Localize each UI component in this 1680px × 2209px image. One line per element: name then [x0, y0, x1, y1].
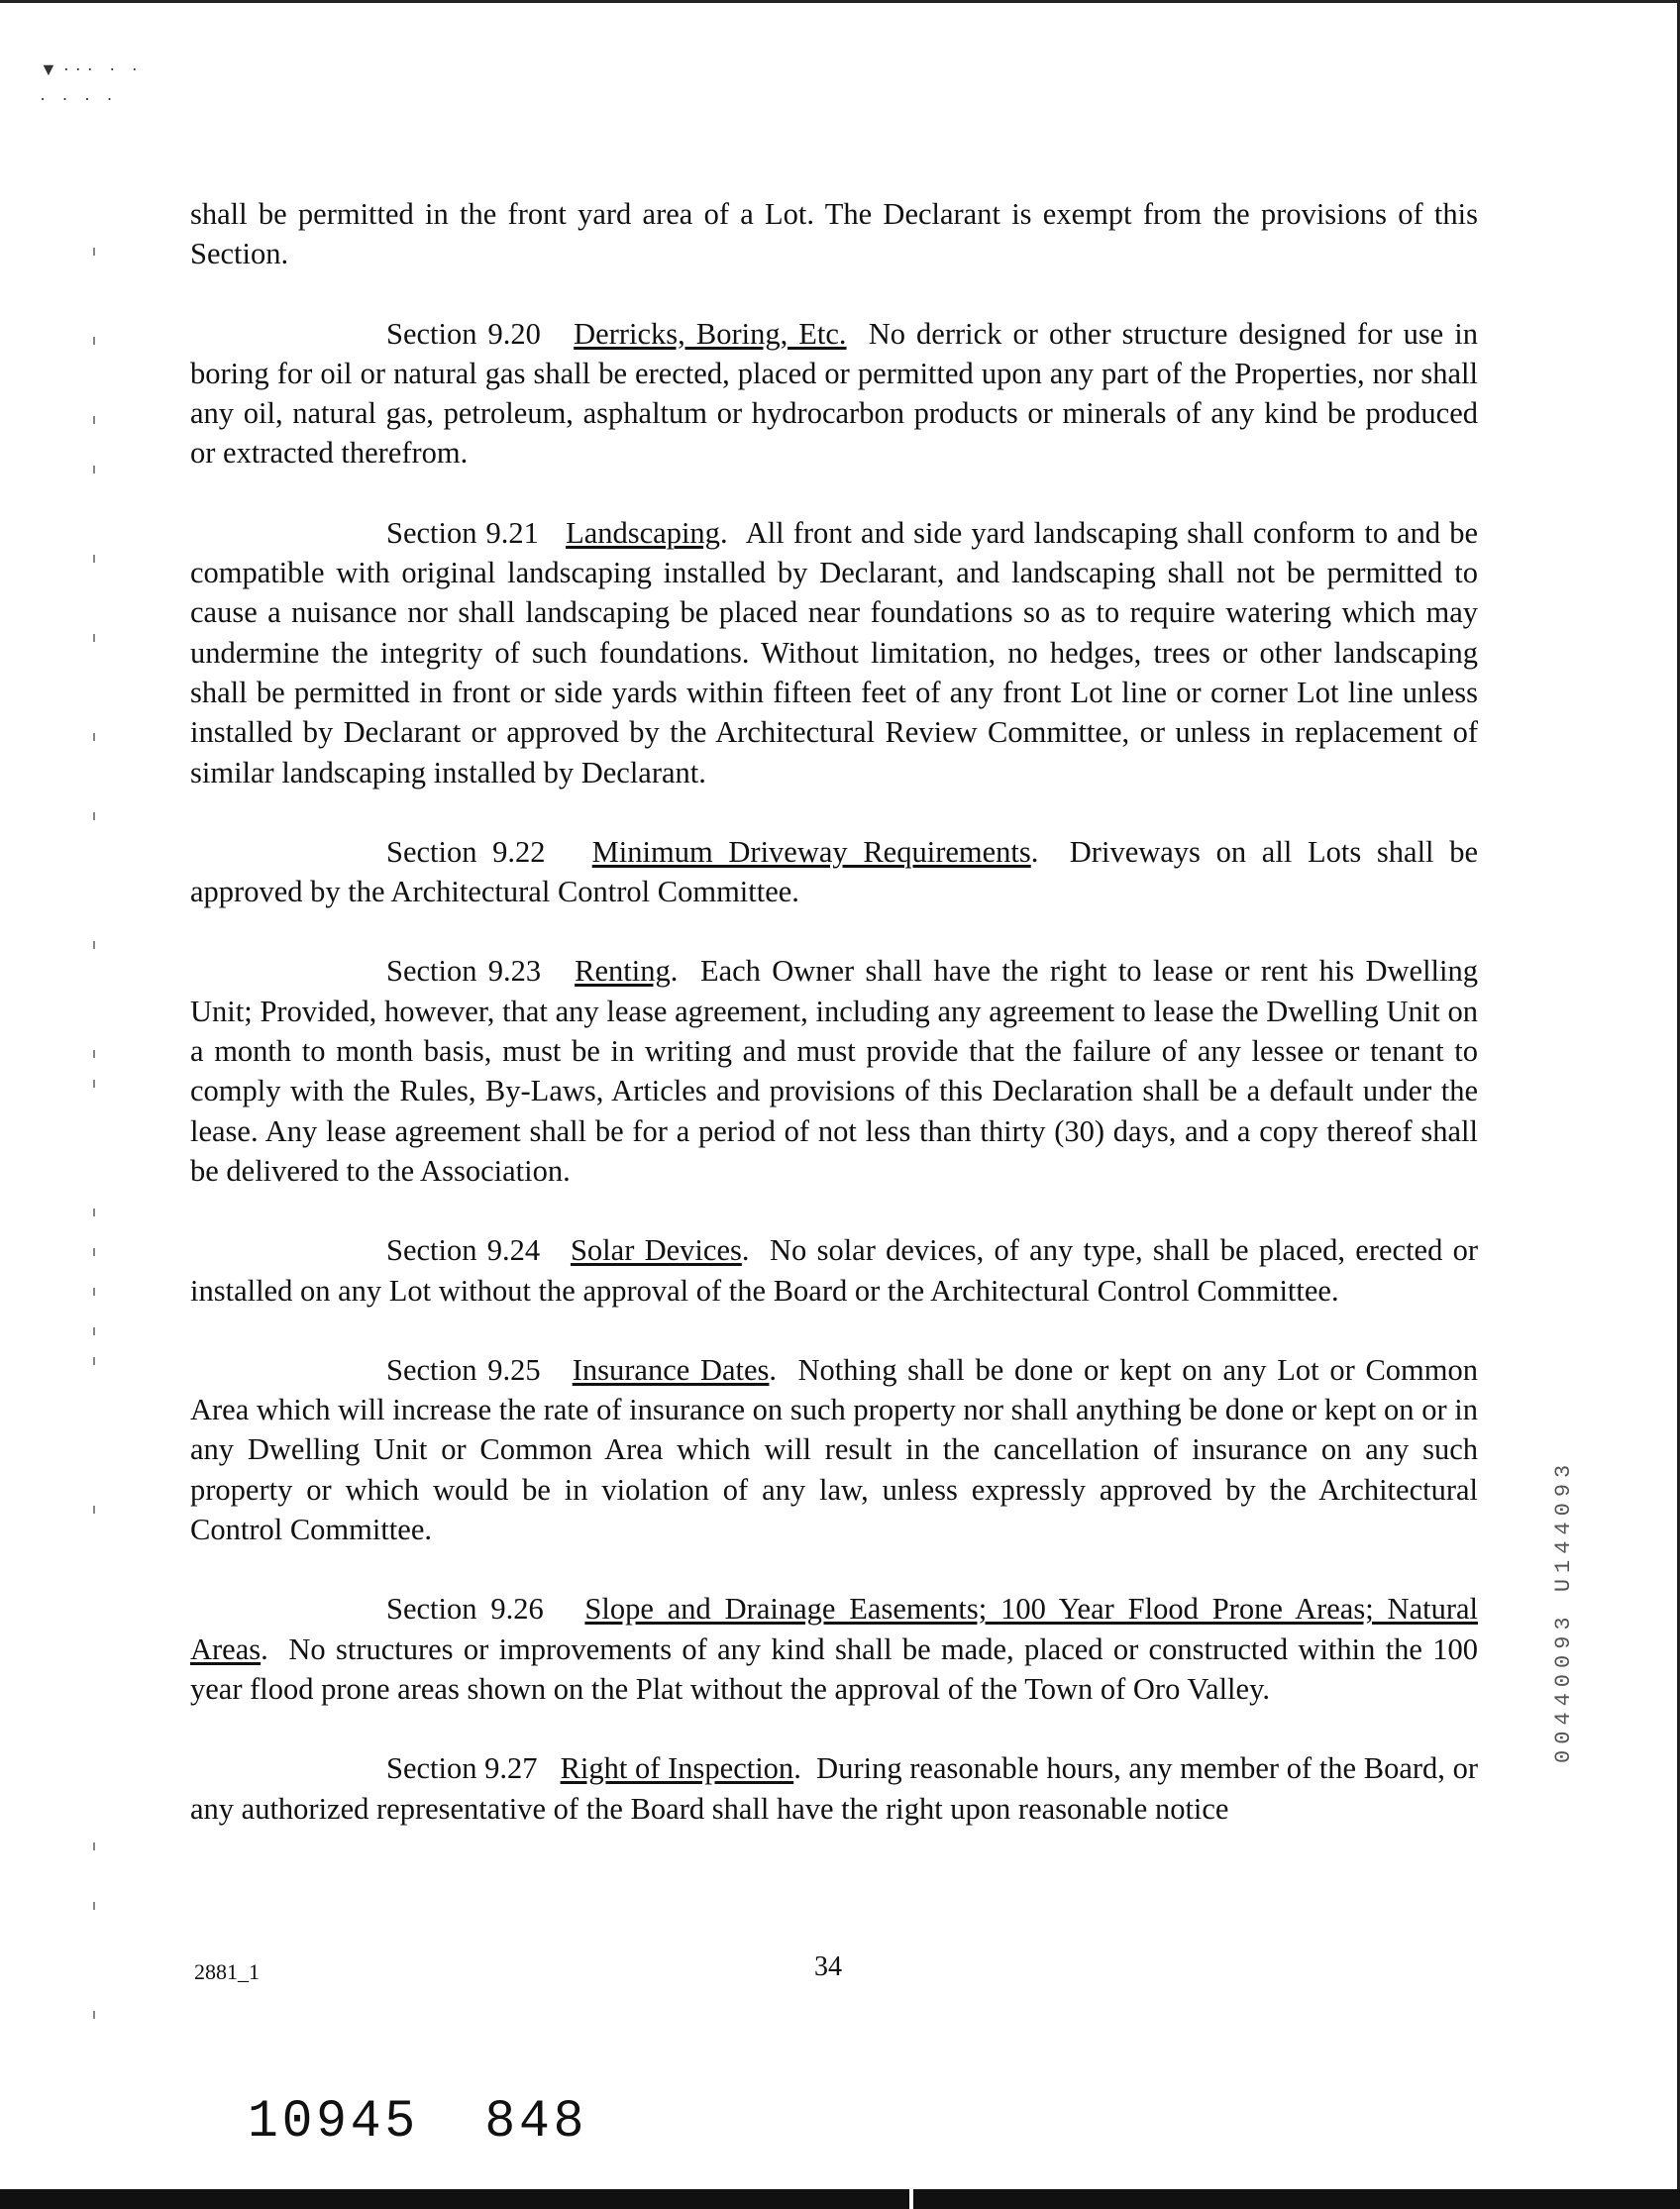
section-text: Nothing shall be done or kept on any Lot or Common Area which will increase the rate of insurance on such property nor shall anything be done or kept on or in any Dwelling Unit or Common Area which will result in the cancellation of insurance on any such property or which would be in violation of any law, unless expressly approved by the Architectural Control Committee. [190, 1352, 1478, 1547]
page-number: 34 [814, 1951, 842, 1982]
section-text: During reasonable hours, any member of the Board, or any authorized representative of the Board shall have the right upon reasonable notice [190, 1751, 1478, 1826]
intro-paragraph: shall be permitted in the front yard area of a Lot. The Declarant is exempt from the provisions of this Section. [190, 197, 1478, 271]
section-9-25: Section 9.25 Insurance Dates. Nothing shall be done or kept on any Lot or Common Area which will increase the rate of insurance on such property nor shall anything be done or kept on or in any Dwelling Unit or Common Area which will result in the cancellation of insurance on any such property or which would be in violation of any law, unless expressly approved by the Architectural Control Committee. [190, 1352, 1478, 1547]
section-text: All front and side yard landscaping shall conform to and be compatible with original landscaping installed by Declarant, and landscaping shall not be permitted to cause a nuisance nor shall landscaping be placed near foundations so as to require watering which may undermine the integrity of such foundations. Without limitation, no hedges, trees or other landscaping shall be permitted in front or side yards within fifteen feet of any front Lot line or corner Lot line unless installed by Declarant or approved by the Architectural Review Committee, or unless in replacement of similar landscaping installed by Declarant. [190, 515, 1478, 789]
section-text: No solar devices, of any type, shall be placed, erected or installed on any Lot without the approval of the Board or the Architectural Control Committee. [190, 1233, 1479, 1308]
recording-stamp [248, 2092, 587, 2153]
side-stamp: 00440093 U144093 [1551, 1458, 1576, 1763]
section-title: Minimum Driveway Requirements [591, 834, 1031, 869]
section-title: Derricks, Boring, Etc. [574, 316, 847, 351]
section-number: Section 9.22 [386, 834, 546, 869]
section-text: Driveways on all Lots shall be approved by the Architectural Control Committee. [190, 834, 1479, 909]
scan-specks: ▼··· · · · · · · [40, 59, 144, 109]
section-9-26: Section 9.26 Slope and Drainage Easements; 100 Year Flood Prone Areas; Natural Areas. No structures or improvements of any kind shall be made, placed or constructed within the 100 year flood prone areas shown on the Plat without the approval of the Town of Oro Valley. [190, 1592, 1479, 1706]
section-title: Renting [575, 954, 671, 989]
footer-doc-code: 2881_1 [194, 1959, 260, 1984]
section-9-27: Section 9.27 Right of Inspection. During reasonable hours, any member of the Board, or any authorized representative of the Board shall have the right upon reasonable notice [190, 1751, 1478, 1826]
scan-bottom-edge [0, 2189, 1680, 2209]
section-number: Section 9.24 [386, 1233, 541, 1268]
section-text: Each Owner shall have the right to lease or rent his Dwelling Unit; Provided, however, that any lease agreement, including any agreement to lease the Dwelling Unit on a month to month basis, must be in writing and must provide that the failure of any lessee or tenant to comply with the Rules, By-Laws, Articles and provisions of this Declaration shall be a default under the lease. Any lease agreement shall be for a period of not less than thirty (30) days, and a copy thereof shall be delivered to the Association. [190, 954, 1478, 1188]
section-title: Insurance Dates [572, 1352, 770, 1387]
section-number: Section 9.27 [386, 1751, 538, 1786]
section-9-20 [190, 314, 1478, 473]
section-9-23: Section 9.23 Renting. Each Owner shall have the right to lease or rent his Dwelling Unit; Provided, however, that any lease agreement, including any agreement to lease the Dwelling Unit on a month to month basis, must be in writing and must provide that the failure of any lessee or tenant to comply with the Rules, By-Laws, Articles and provisions of this Declaration shall be a default under the lease. Any lease agreement shall be for a period of not less than thirty (30) days, and a copy thereof shall be delivered to the Association. [190, 954, 1478, 1188]
section-9-21: Section 9.21 Landscaping. All front and side yard landscaping shall conform to and be compatible with original landscaping installed by Declarant, and landscaping shall not be permitted to cause a nuisance nor shall landscaping be placed near foundations so as to require watering which may undermine the integrity of such foundations. Without limitation, no hedges, trees or other landscaping shall be permitted in front or side yards within fifteen feet of any front Lot line or corner Lot line unless installed by Declarant or approved by the Architectural Review Committee, or unless in replacement of similar landscaping installed by Declarant. [190, 515, 1478, 789]
section-text: No structures or improvements of any kind shall be made, placed or constructed within the 100 year flood prone areas shown on the Plat without the approval of the Town of Oro Valley. [190, 1631, 1479, 1706]
section-9-24: Section 9.24 Solar Devices. No solar devices, of any type, shall be placed, erected or installed on any Lot without the approval of the Board or the Architectural Control Committee. [190, 1233, 1479, 1308]
section-title: Landscaping [566, 515, 720, 550]
docket-number: 10945 [248, 2092, 419, 2153]
section-title: Solar Devices [570, 1233, 742, 1268]
section-title: Right of Inspection [560, 1751, 794, 1786]
section-text: No derrick or other structure designed for use in boring for oil or natural gas shall be erected, placed or permitted upon any part of the Properties, nor shall any oil, natural gas, petroleum, asphaltum or hydrocarbon products or minerals of any kind be produced or extracted therefrom. [190, 316, 1479, 471]
docket-page: 848 [484, 2092, 588, 2153]
section-title: Slope and Drainage Easements; 100 Year Flood Prone Areas; Natural Areas [190, 1592, 1478, 1666]
section-9-22: Section 9.22 Minimum Driveway Requirements. Driveways on all Lots shall be approved by the Architectural Control Committee. [190, 834, 1479, 909]
section-number: Section 9.21 [386, 515, 539, 550]
section-number: Section 9.23 [386, 954, 542, 989]
section-number: Section 9.20 [386, 316, 541, 351]
scan-top-edge [0, 0, 1680, 3]
left-margin-marks [93, 0, 97, 2209]
section-number: Section 9.25 [386, 1352, 541, 1387]
section-number: Section 9.26 [386, 1592, 544, 1627]
document-body [190, 194, 1478, 1868]
